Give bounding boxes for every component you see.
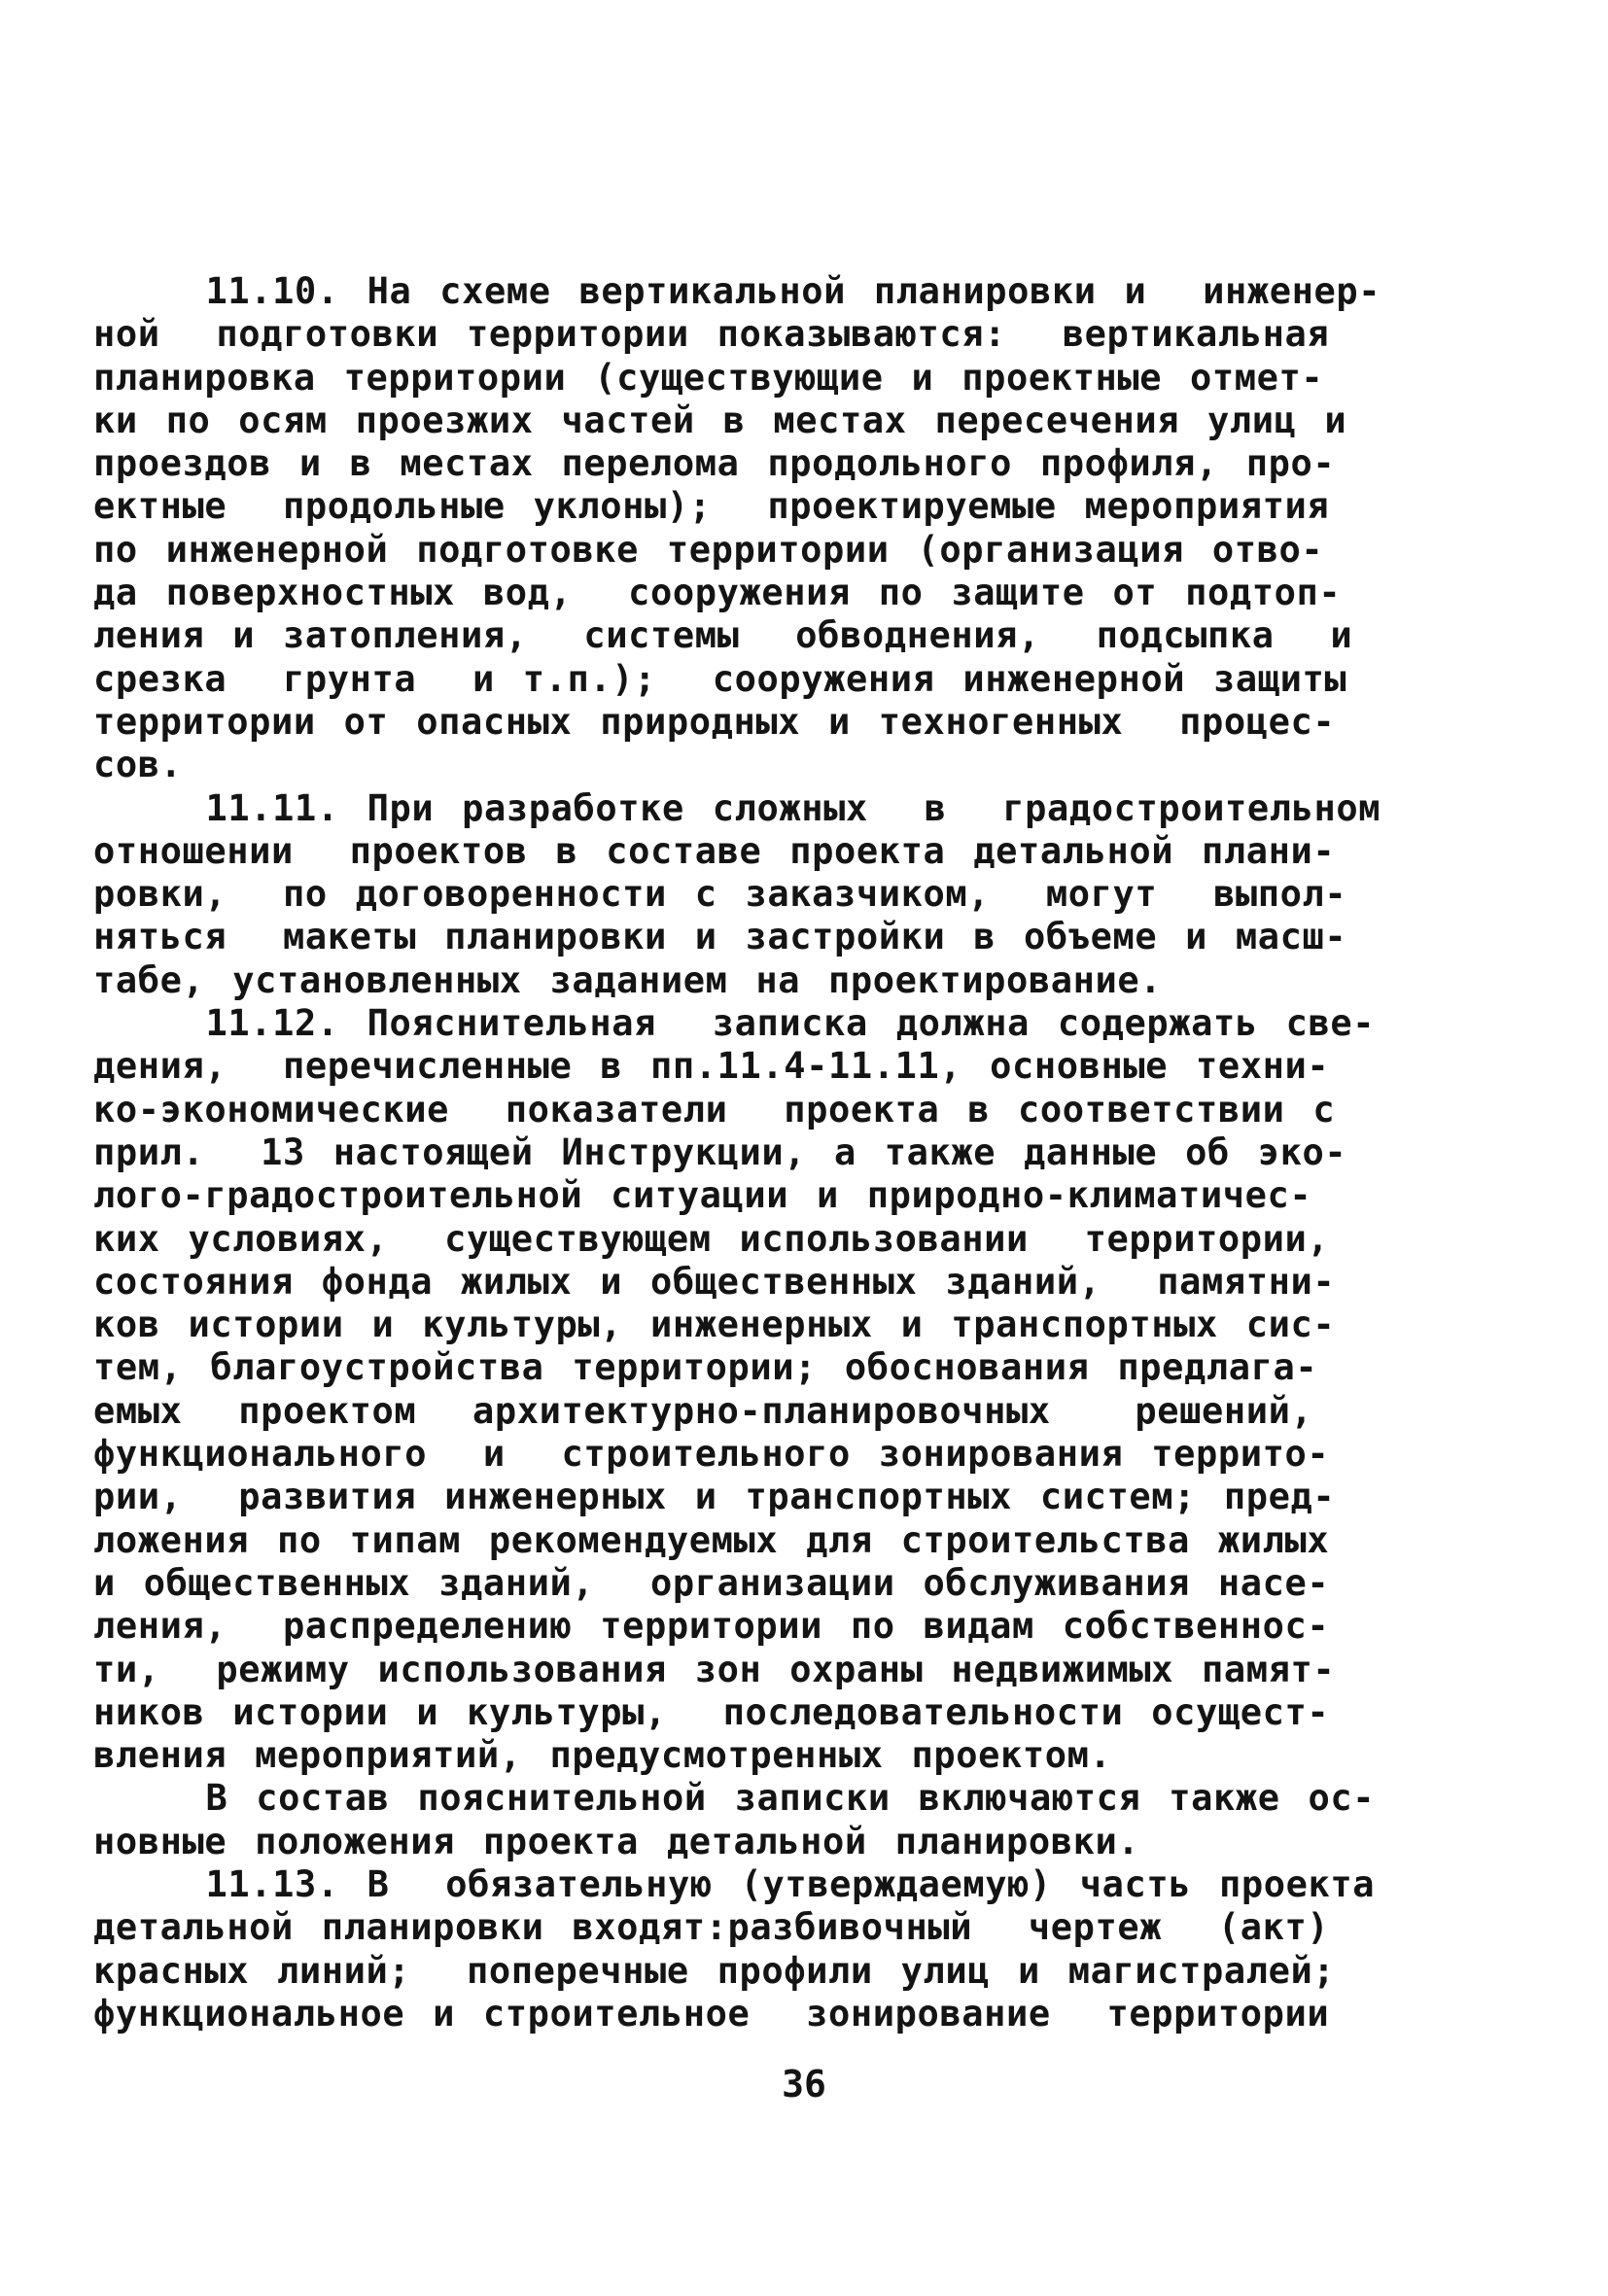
text-line: ложения по типам рекомендуемых для строительства жилых	[93, 1518, 1330, 1561]
document-page	[93, 270, 1513, 2035]
text-line: новные положения проекта детальной планировки.	[93, 1820, 1140, 1862]
text-line: 11.11. При разработке сложных в градостроительном	[93, 786, 1381, 829]
text-line: ектные продольные уклоны); проектируемые мероприятия	[93, 485, 1330, 528]
text-line: 11.10. На схеме вертикальной планировки и инженер-	[93, 270, 1381, 312]
text-line: планировка территории (существующие и проектные отмет-	[93, 356, 1324, 399]
text-line: проездов и в местах перелома продольного профиля, про-	[93, 442, 1336, 485]
text-line: 11.12. Пояснительная записка должна содержать све-	[93, 1002, 1376, 1045]
text-line: ти, режиму использования зон охраны недвижимых памят-	[93, 1648, 1336, 1690]
text-line: сов.	[93, 744, 183, 786]
text-line: функциональное и строительное зонирование территории	[93, 1992, 1330, 2035]
text-line: отношении проектов в составе проекта детальной плани-	[93, 829, 1336, 872]
text-line: ков истории и культуры, инженерных и транспортных сис-	[93, 1304, 1336, 1346]
text-line: срезка грунта и т.п.); сооружения инженерной защиты	[93, 657, 1347, 700]
text-line: по инженерной подготовке территории (организация отво-	[93, 528, 1324, 571]
text-line: емых проектом архитектурно-планировочных решений,	[93, 1389, 1313, 1432]
page-number: 36	[782, 2063, 826, 2105]
text-line: функционального и строительного зонирования террито-	[93, 1433, 1330, 1476]
text-line: тем, благоустройства территории; обоснования предлага-	[93, 1346, 1318, 1389]
text-line: ников истории и культуры, последовательности осущест-	[93, 1690, 1330, 1733]
text-line: да поверхностных вод, сооружения по защите от подтоп-	[93, 572, 1342, 614]
text-line: прил. 13 настоящей Инструкции, а также данные об эко-	[93, 1131, 1347, 1173]
text-line: В состав пояснительной записки включаются также ос-	[93, 1777, 1376, 1820]
text-line: красных линий; поперечные профили улиц и магистралей;	[93, 1949, 1336, 1992]
text-line: табе, установленных заданием на проектирование.	[93, 958, 1163, 1001]
text-line: дения, перечисленные в пп.11.4-11.11, основные техни-	[93, 1045, 1330, 1088]
text-line: ления и затопления, системы обводнения, подсыпка и	[93, 614, 1353, 657]
text-line: ной подготовки территории показываются: вертикальная	[93, 313, 1330, 356]
text-line: состояния фонда жилых и общественных зданий, памятни-	[93, 1260, 1336, 1303]
text-line: няться макеты планировки и застройки в объеме и масш-	[93, 916, 1347, 958]
text-line: ких условиях, существующем использовании территории,	[93, 1217, 1330, 1260]
text-line: лого-градостроительной ситуации и природно-климатичес-	[93, 1174, 1312, 1217]
text-line: ровки, по договоренности с заказчиком, могут выпол-	[93, 873, 1347, 916]
text-line: ки по осям проезжих частей в местах пересечения улиц и	[93, 399, 1347, 441]
text-line: рии, развития инженерных и транспортных систем; пред-	[93, 1476, 1336, 1518]
body-text	[93, 270, 1513, 2035]
text-line: ления, распределению территории по видам собственнос-	[93, 1605, 1330, 1648]
text-line: детальной планировки входят:разбивочный чертеж (акт)	[93, 1906, 1330, 1949]
text-line: вления мероприятий, предусмотренных проектом.	[93, 1734, 1112, 1777]
text-line: ко-экономические показатели проекта в соответствии с	[93, 1088, 1336, 1131]
text-line: и общественных зданий, организации обслуживания насе-	[93, 1561, 1330, 1604]
text-line: 11.13. В обязательную (утверждаемую) часть проекта	[93, 1862, 1376, 1905]
text-line: территории от опасных природных и техногенных процес-	[93, 700, 1336, 743]
